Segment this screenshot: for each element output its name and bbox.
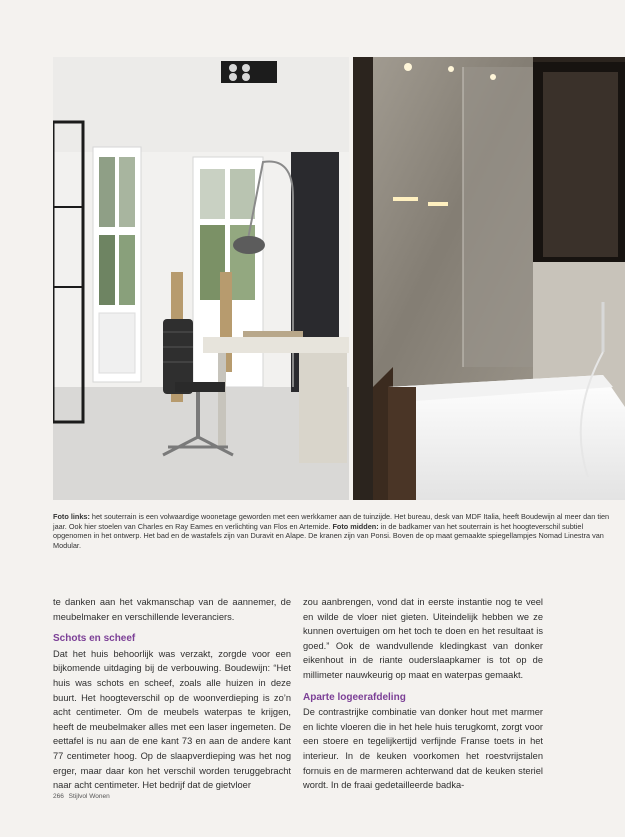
section-heading: Aparte logeerafdeling — [303, 691, 406, 703]
section-heading: Schots en scheef — [53, 633, 136, 645]
french-door-left — [93, 147, 141, 382]
bathtub — [388, 375, 625, 500]
magazine-name: Stijlvol Wonen — [68, 793, 110, 800]
ceiling-spotlight — [221, 61, 277, 83]
article-column-left — [53, 595, 291, 793]
page-footer — [53, 793, 110, 800]
caption-text-left: het souterrain is een volwaardige woonetage geworden met een werkkamer aan de tuinzijde. Het bureau, desk van MDF Italia, heeft Boudewijn al meer dan tien jaar. Ook hier stoelen van Charles en Ray Eames en verlichting van Flos en Artemide. — [53, 512, 610, 531]
page-number: 266 — [53, 793, 64, 800]
office-illustration — [53, 57, 349, 500]
paragraph: De contrastrijke combinatie van donker hout met marmer en lichte vloeren die in het hele huis terugkomt, zorgt voor een stoere en tegelijkertijd verfijnde Franse toets in het interieur. In de keuken voorkomen het roestvrijstalen fornuis en de marmeren achterwand dat de keuken steriel wordt. In de fraai gedetailleerde badka- — [303, 707, 543, 791]
photo-caption — [53, 512, 623, 550]
caption-text-middle: in de badkamer van het souterrain is het hoogteverschil subtiel opgenomen in het ontwerp. Het bad en de wastafels zijn van Duravit en Alape. De kranen zijn van Ponsi. Boven de op maat gemaakte spiegellampjes Nomad Linestra van Modular. — [53, 521, 604, 550]
bathroom-illustration — [353, 57, 625, 500]
caption-label-middle: Foto midden: — [332, 521, 379, 531]
paragraph: zou aanbrengen, vond dat in eerste instantie nog te veel en wilde de vloer niet gieten. Uiteindelijk hebben we ze kunnen overtuigen om het toch te doen en het resultaat is goed.” Ook de wandvullende kledingkast van donker eikenhout in de riante ouderslaapkamer is tot op de millimeter nauwkeurig op maat en waterpas gemaakt. — [303, 597, 543, 680]
article-column-right — [303, 595, 543, 793]
photo-left-office — [53, 57, 349, 500]
paragraph: Dat het huis behoorlijk was verzakt, zorgde voor een bijkomende uitdaging bij de verbouwing. Boudewijn: “Het huis was schots en scheef, zoals alle huizen in deze buurt. Het hoogteverschil op de woonverdieping is zo’n acht centimeter. Om de meubels waterpas te krijgen, heeft de meubelmaker alles met een laser ingemeten. De eettafel is nu aan de ene kant 73 en aan de andere kant 77 centimeter hoog. Op de slaapverdieping was het nog erger, maar daar kon het verschil worden teruggebracht naar acht centimeter. Het bedrijf dat de gietvloer — [53, 648, 291, 791]
paragraph: te danken aan het vakmanschap van de aannemer, de meubelmaker en verschillende leveranciers. — [53, 597, 291, 622]
photo-right-bathroom — [353, 57, 625, 500]
caption-label-left: Foto links: — [53, 512, 90, 521]
